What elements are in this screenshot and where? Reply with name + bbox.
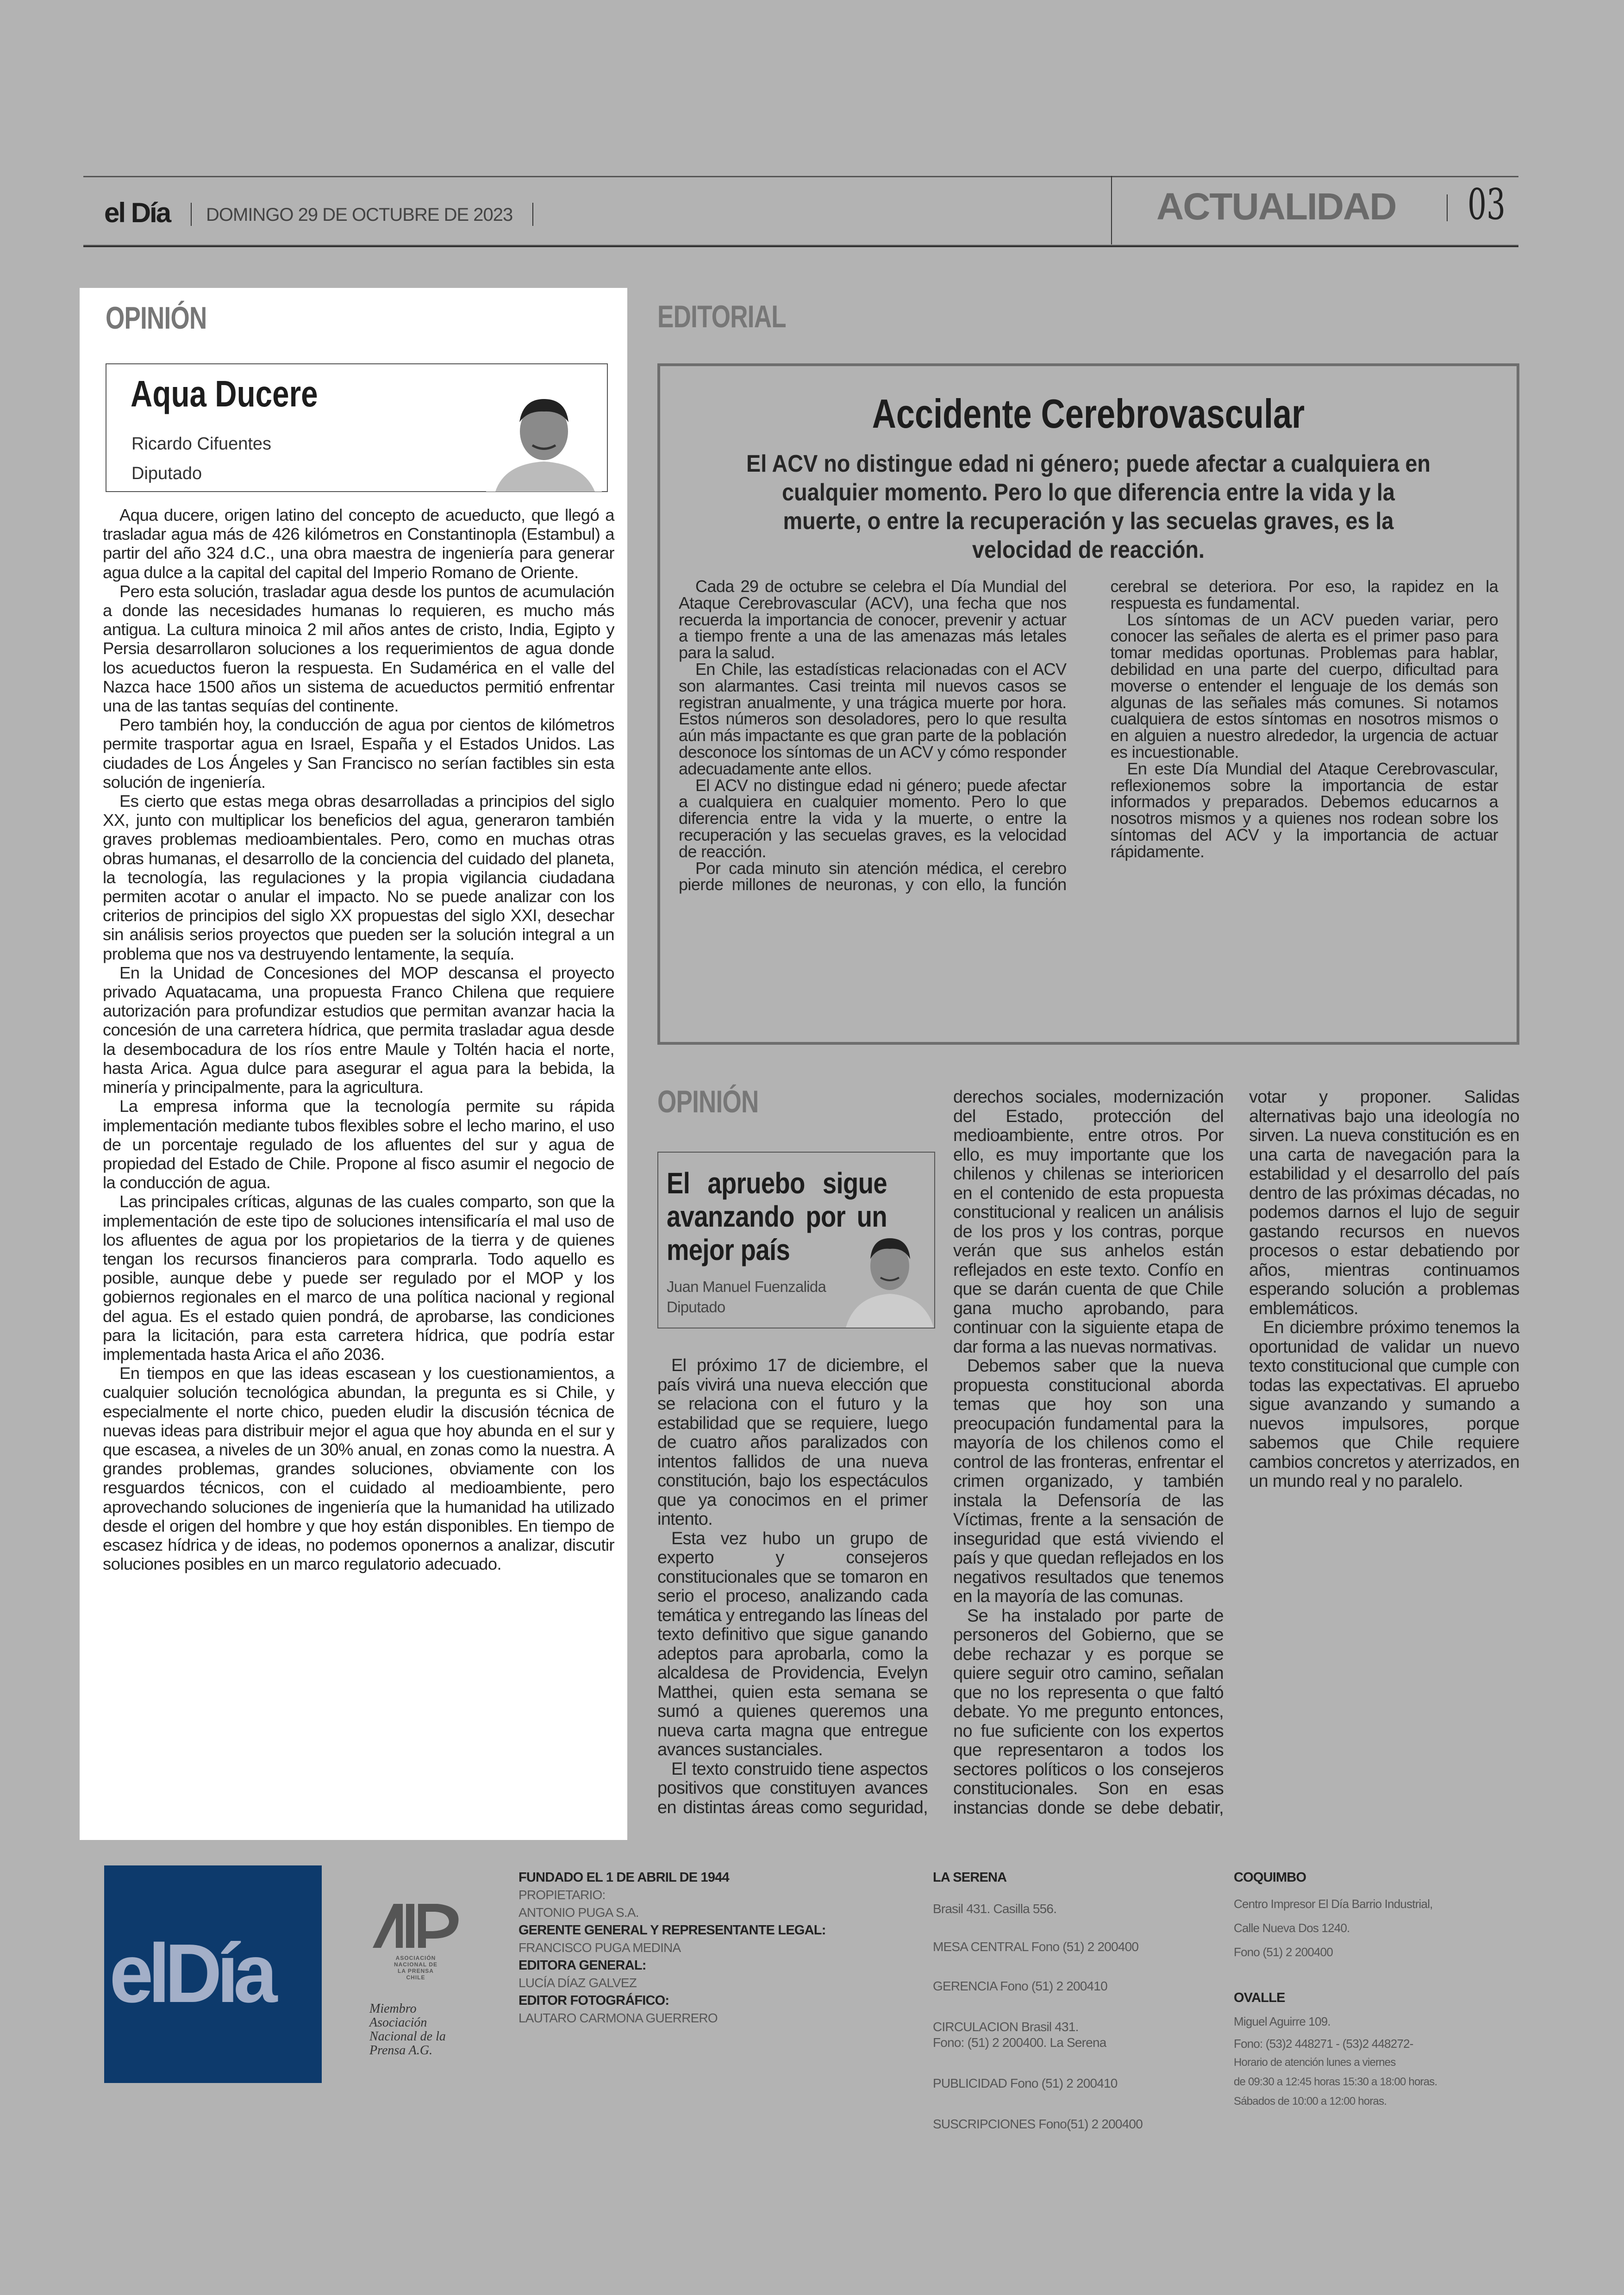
paragraph: Pero también hoy, la conducción de agua por cientos de kilómetros permite trasportar agua en Israel, España y el Estados Unidos. Las ciudades de Los Ángeles y San Francisco no serían factibles sin esta solución de ingeniería.	[103, 715, 614, 792]
office-line: Miguel Aguirre 109.	[1234, 2014, 1330, 2028]
office-heading: OVALLE	[1234, 1990, 1285, 2005]
section-label-editorial: EDITORIAL	[657, 299, 786, 334]
office-line: GERENCIA Fono (51) 2 200410	[933, 1979, 1107, 1993]
paragraph: Pero esta solución, trasladar agua desde los puntos de acumulación a donde las necesidades humanas lo requieren, es mucho más antigua. La cultura minoica 2 mil años antes de cristo, India, Egipto y Persia desarrollaron soluciones a los requerimientos de agua donde los acueductos fueron la respuesta. En Sudamérica en el valle del Nazca hace 1500 años un sistema de acueductos permitió enfrentar una de las tantas sequías del continente.	[103, 581, 614, 716]
section-title: ACTUALIDAD	[1156, 186, 1396, 228]
paragraph: En Chile, las estadísticas relacionadas con el ACV son alarmantes. Casi treinta mil nuevos casos se registran anualmente, y una trágica muerte por hora. Estos números son desoladores, pero lo que resulta aún más impactante es que gran parte de la población desconoce los síntomas de un ACV y cómo responder adecuadamente ante ellos.	[679, 659, 1067, 778]
paragraph: Es cierto que estas mega obras desarrolladas a principios del siglo XX, junto con multiplicar los beneficios del agua, generaron también graves problemas medioambientales. Pero, como en muchas otras obras humanas, el desarrollo de la conciencia del cuidado del planeta, la tecnología, las regulaciones y la propia vigilancia ciudadana permiten acotar o anular el impacto. No se puede analizar con los criterios de principios del siglo XX propuestas del siglo XXI, desechar sin análisis serios proyectos que pueden ser la solución integral a un problema que nos va destruyendo lentamente, la sequía.	[103, 792, 614, 963]
author-name: Juan Manuel Fuenzalida	[667, 1278, 826, 1295]
office-line: Fono: (51) 2 200400. La Serena	[933, 2035, 1106, 2050]
paragraph: La empresa informa que la tecnología permite su rápida implementación mediante tubos flexibles sobre el lecho marino, el uso de un porcentaje regulado de los afluentes del sur y agua de propiedad del Estado de Chile. Propone al fisco asumir el negocio de la conducción de agua.	[103, 1097, 614, 1192]
author-role: Diputado	[667, 1298, 725, 1316]
office-line: Brasil 431. Casilla 556.	[933, 1902, 1057, 1916]
office-line: Horario de atención lunes a viernes	[1234, 2056, 1396, 2069]
header-top-rule	[83, 176, 1518, 177]
paragraph: El próximo 17 de diciembre, el país vivirá una nueva elección que se relaciona con el futuro y la estabilidad que se requiere, luego de cuatro años paralizados con intentos fallidos de una nueva constitución, bajo los espectáculos que ya conocimos en el primer intento.	[657, 1356, 928, 1529]
anp-subtitle: ASOCIACIÓN NACIONAL DE LA PRENSA CHILE	[394, 1955, 438, 1981]
paragraph: Las principales críticas, algunas de las cuales comparto, son que la implementación de este tipo de soluciones intensificaría el mal uso de los afluentes de agua por los propietarios de la tierra y de quienes tengan los recursos financieros para comprarla. Todo aquello es posible, aunque debe y puede ser regulado por el MOP y los gobiernos regionales en el marco de una política nacional y regional del agua. Es el estado quien pondrá, de aprobarse, las condiciones para la licitación, para esta carretera hídrica, que podría estar implementada hasta Arica el año 2036.	[103, 1192, 614, 1364]
editorial-box	[657, 363, 1519, 1045]
author-byline	[131, 429, 271, 488]
footer-logo-text: elDía	[109, 1927, 272, 2020]
paragraph: Los síntomas de un ACV pueden variar, pero conocer las señales de alerta es el primer paso para tomar medidas oportunas. Problemas para hablar, debilidad en una parte del cuerpo, dificultad para moverse o entender el lenguaje de los demás son algunas de las señales más comunes. Si notamos cualquiera de estos síntomas en nosotros mismos o en alguien a nuestro alrededor, la urgencia de actuar es incuestionable.	[1110, 610, 1498, 761]
author-photo	[486, 387, 602, 492]
article-title: El apruebo sigue avanzando por un mejor país	[667, 1166, 887, 1266]
staff-line: EDITORA GENERAL:	[518, 1958, 646, 1973]
anp-logo-mark	[368, 1902, 465, 1952]
staff-line: GERENTE GENERAL Y REPRESENTANTE LEGAL:	[518, 1923, 826, 1938]
author-name: Ricardo Cifuentes	[131, 434, 272, 454]
footer-logo	[104, 1865, 322, 2083]
paragraph: Se ha instalado por parte de personeros del Gobierno, que se debe rechazar y es porque se quiere seguir otro camino, señalan que no los representa o que faltó debate. Yo me pregunto entonces, no fue suficiente con los expertos que representaron a todos los sectores políticos o los consejeros constitucionales. Son en esas instancias donde se debe debatir, votar y proponer. Salidas alternativas bajo una ideología no sirven. La nueva constitución es en una carta de navegación para la estabilidad y el desarrollo del país dentro de las próximas décadas, no podemos darnos el lujo de seguir gastando recursos en nuevos procesos o estar debatiendo por años, mientras continuamos esperando solución a problemas emblemáticos.	[953, 1087, 1519, 1818]
office-line: Centro Impresor El Día Barrio Industrial,	[1234, 1897, 1433, 1911]
paragraph: En diciembre próximo tenemos la oportunidad de validar un nuevo texto constitucional que cumple con todas las expectativas. El apruebo sigue avanzando y sumando a nuevos impulsores, porque sabemos que Chile requiere cambios concretos y aterrizados, en un mundo real y no paralelo.	[1249, 1318, 1519, 1491]
paragraph: En este Día Mundial del Ataque Cerebrovascular, reflexionemos sobre la importancia de estar informados y preparados. Debemos educarnos a nosotros mismos y a quienes nos rodean sobre los síntomas del ACV y la importancia de actuar rápidamente.	[1110, 759, 1498, 861]
office-line: de 09:30 a 12:45 horas 15:30 a 18:00 horas.	[1234, 2076, 1437, 2088]
paragraph: En la Unidad de Concesiones del MOP descansa el proyecto privado Aquatacama, una propuesta Franco Chilena que requiere autorización para profundizar estudios que permitan avanzar hacia la concesión de una carretera hídrica, que permita trasladar agua desde la desembocadura de los ríos entre Maule y Toltén hacia el norte, hasta Arica. Agua dulce para asegurar el agua para la bebida, la minería y principalmente, para la agricultura.	[103, 963, 614, 1097]
footer-staff	[518, 1870, 826, 2028]
office-line: Fono: (53)2 448271 - (53)2 448272-	[1234, 2037, 1413, 2051]
page-number: 03	[1468, 180, 1505, 229]
staff-line: ANTONIO PUGA S.A.	[518, 1905, 639, 1920]
office-line: SUSCRIPCIONES Fono(51) 2 200400	[933, 2117, 1143, 2131]
separator	[532, 203, 533, 226]
paragraph: En tiempos en que las ideas escasean y los cuestionamientos, a cualquier solución tecnológica abundan, la pregunta es si Chile, y especialmente el norte chico, pueden eludir la discusión técnica de nuevas ideas para distribuir mejor el agua que hoy abunda en el sur y que escasea, a niveles de un 30% anual, en zonas como la nuestra. A grandes problemas, grandes soluciones, obviamente con los resguardos técnicos, con el cuidado al medioambiente, pero aprovechando soluciones de ingeniería que la humanidad ha utilizado desde el origen del hombre y que hoy están disponibles. En tiempo de escasez hídrica y de ideas, no podemos oponernos a analizar, discutir soluciones posibles en un marco regulatorio adecuado.	[103, 1364, 614, 1574]
staff-line: FUNDADO EL 1 DE ABRIL DE 1944	[518, 1870, 729, 1885]
office-heading: LA SERENA	[933, 1870, 1007, 1885]
footer-la-serena	[933, 1870, 1143, 2134]
editorial-body	[679, 578, 1498, 893]
paragraph: Aqua ducere, origen latino del concepto de acueducto, que llegó a trasladar agua más de 426 kilómetros en Constantinopla (Estambul) a partir del año 324 d.C., una obra maestra de ingeniería para generar agua dulce a la capital del capital del Imperio Romano de Oriente.	[103, 505, 614, 582]
header-bottom-rule	[83, 244, 1518, 247]
author-role: Diputado	[131, 464, 202, 483]
office-line: MESA CENTRAL Fono (51) 2 200400	[933, 1940, 1139, 1954]
paragraph: Cada 29 de octubre se celebra el Día Mundial del Ataque Cerebrovascular (ACV), una fecha que nos recuerda la importancia de conocer, prevenir y actuar a tiempo frente a una de las amenazas más letales para la salud.	[679, 577, 1067, 662]
office-line: Fono (51) 2 200400	[1234, 1945, 1333, 1959]
office-line: CIRCULACION Brasil 431.	[933, 2020, 1079, 2034]
paragraph: Debemos saber que la nueva propuesta constitucional aborda temas que hoy son una preocupación fundamental para la mayoría de los chilenos como el control de las fronteras, enfrentar el crimen organizado, y también instala la Defensoría de las Víctimas, frente a la sensación de inseguridad que está viviendo el país y que quedan reflejados en los negativos resultados que tenemos en la mayoría de las comunas.	[953, 1356, 1224, 1606]
paragraph: Por cada minuto sin atención médica, el cerebro pierde millones de neuronas, y con ello, la función cerebral se deteriora. Por eso, la rapidez en la respuesta es fundamental.	[679, 577, 1498, 894]
anp-logo	[368, 1902, 465, 1981]
editorial-subtitle: El ACV no distingue edad ni género; puede afectar a cualquiera en cualquier momento. Pero lo que diferencia entre la vida y la muerte, o entre la recuperación y las secuelas graves, es la velocidad de reacción.	[746, 450, 1430, 563]
separator	[191, 203, 192, 226]
staff-line: PROPIETARIO:	[518, 1888, 606, 1902]
staff-line: LAUTARO CARMONA GUERRERO	[518, 2011, 718, 2025]
masthead-logo: el Día	[104, 197, 170, 228]
opinion-body	[103, 505, 614, 1573]
paragraph: El texto construido tiene aspectos positivos que constituyen avances en distintas áreas como seguridad, derechos sociales, modernización del Estado, protección del medioambiente, entre otros. Por ello, es muy importante que los chilenos y chilenas se interioricen en el contenido de esta propuesta constitucional y realicen un análisis de los pros y los contras, porque verán que sus anhelos están reflejados en este texto. Confío en que se darán cuenta de que Chile gana mucho aprobando, para continuar con la siguiente etapa de dar forma a las nuevas normativas.	[657, 1087, 1224, 1817]
office-line: PUBLICIDAD Fono (51) 2 200410	[933, 2076, 1118, 2090]
paragraph: Esta vez hubo un grupo de experto y consejeros constitucionales que se tomaron en serio el proceso, analizando cada temática y entregando las líneas del texto definitivo que sigue ganando adeptos para aprobarla, como la alcaldesa de Providencia, Evelyn Matthei, quien esta semana se sumó a quienes queremos una nueva carta magna que entregue avances sustanciales.	[657, 1528, 928, 1759]
section-label-opinion: OPINIÓN	[106, 300, 207, 336]
separator	[1447, 194, 1448, 221]
opinion-header-box	[657, 1152, 935, 1328]
issue-date: DOMINGO 29 DE OCTUBRE DE 2023	[206, 205, 513, 225]
office-line: Calle Nueva Dos 1240.	[1234, 1921, 1350, 1935]
footer-coquimbo-ovalle	[1234, 1870, 1437, 2113]
author-byline	[667, 1277, 826, 1317]
paragraph: El ACV no distingue edad ni género; puede afectar a cualquiera en cualquier momento. Pero lo que diferencia entre la vida y la muerte, o entre la recuperación y las secuelas graves, es la velocidad de reacción.	[679, 775, 1067, 861]
opinion-article-2	[657, 1084, 1519, 1833]
header-divider	[1111, 176, 1112, 246]
member-note: Miembro Asociación Nacional de la Prensa A.G.	[369, 2002, 446, 2058]
staff-line: EDITOR FOTOGRÁFICO:	[518, 1993, 669, 2008]
office-line: Sábados de 10:00 a 12:00 horas.	[1234, 2095, 1387, 2108]
staff-line: LUCÍA DÍAZ GALVEZ	[518, 1976, 637, 1990]
editorial-title: Accidente Cerebrovascular	[872, 391, 1305, 437]
office-heading: COQUIMBO	[1234, 1870, 1306, 1885]
author-photo	[843, 1227, 934, 1328]
staff-line: FRANCISCO PUGA MEDINA	[518, 1940, 681, 1955]
article-title: Aqua Ducere	[131, 373, 318, 414]
opinion-header-box	[106, 363, 608, 492]
section-label-opinion: OPINIÓN	[657, 1084, 759, 1119]
